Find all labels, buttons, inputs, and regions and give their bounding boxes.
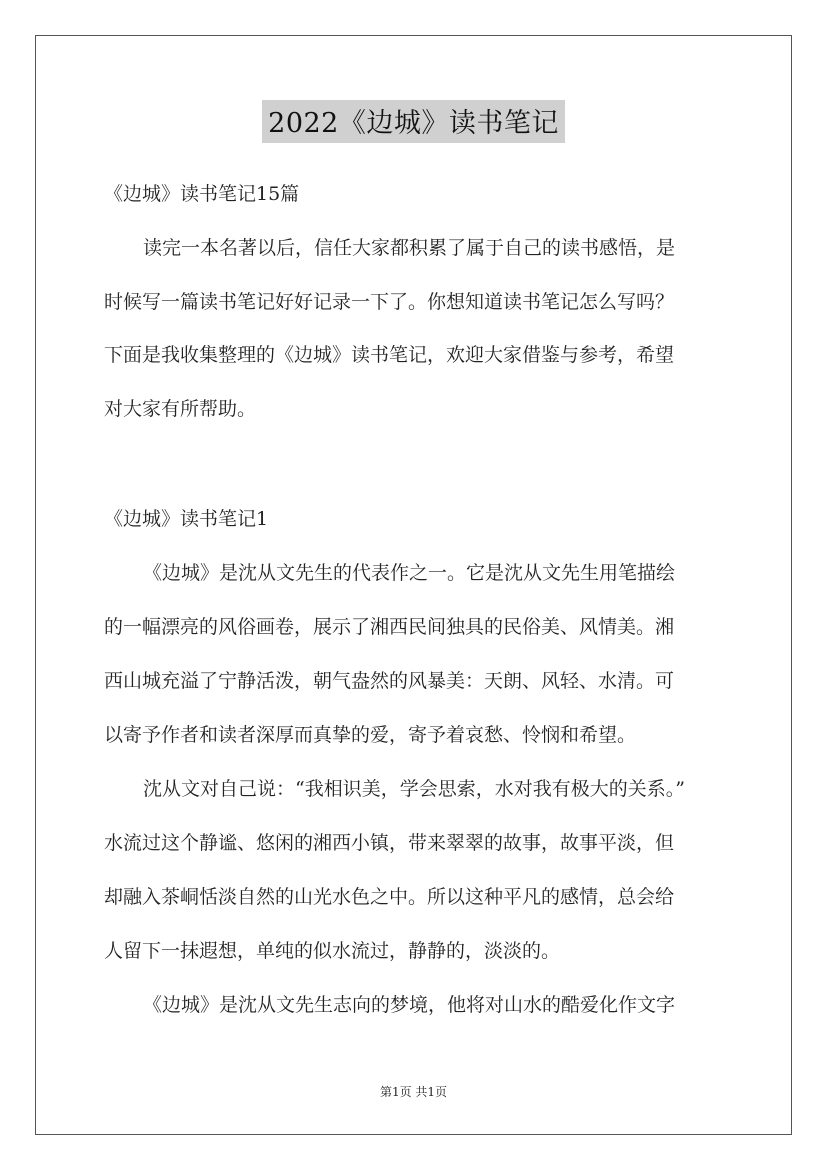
document-title-text: 2022《边城》读书笔记 <box>262 100 565 143</box>
paragraph2-line-3: 却融入茶峒恬淡自然的山光水色之中。所以这种平凡的感情，总会给 <box>104 886 675 908</box>
paragraph1-line-3: 西山城充溢了宁静活泼，朝气盎然的风暴美：天朗、风轻、水清。可 <box>104 670 675 692</box>
paragraph1-line-2: 的一幅漂亮的风俗画卷，展示了湘西民间独具的民俗美、风情美。湘 <box>104 616 675 638</box>
page-footer: 第1页 共1页 <box>379 1085 448 1099</box>
section-heading: 《边城》读书笔记1 <box>104 508 269 530</box>
document-title <box>0 100 827 143</box>
intro-line-4: 对大家有所帮助。 <box>104 398 257 420</box>
paragraph3-line-1: 《边城》是沈从文先生志向的梦境，他将对山水的酷爱化作文字 <box>143 994 676 1016</box>
paragraph1-line-4: 以寄予作者和读者深厚而真挚的爱，寄予着哀愁、怜悯和希望。 <box>104 724 637 746</box>
document-subtitle: 《边城》读书笔记15篇 <box>104 183 300 205</box>
paragraph2-line-2: 水流过这个静谧、悠闲的湘西小镇，带来翠翠的故事，故事平淡，但 <box>104 832 675 854</box>
paragraph2-line-4: 人留下一抹遐想，单纯的似水流过，静静的，淡淡的。 <box>104 940 561 962</box>
intro-line-3: 下面是我收集整理的《边城》读书笔记，欢迎大家借鉴与参考，希望 <box>104 344 675 366</box>
intro-line-1: 读完一本名著以后，信任大家都积累了属于自己的读书感悟，是 <box>143 237 676 259</box>
paragraph2-line-1: 沈从文对自己说：“我相识美，学会思索，水对我有极大的关系。” <box>143 778 685 800</box>
paragraph1-line-1: 《边城》是沈从文先生的代表作之一。它是沈从文先生用笔描绘 <box>143 562 676 584</box>
intro-line-2: 时候写一篇读书笔记好好记录一下了。你想知道读书笔记怎么写吗？ <box>104 291 675 313</box>
